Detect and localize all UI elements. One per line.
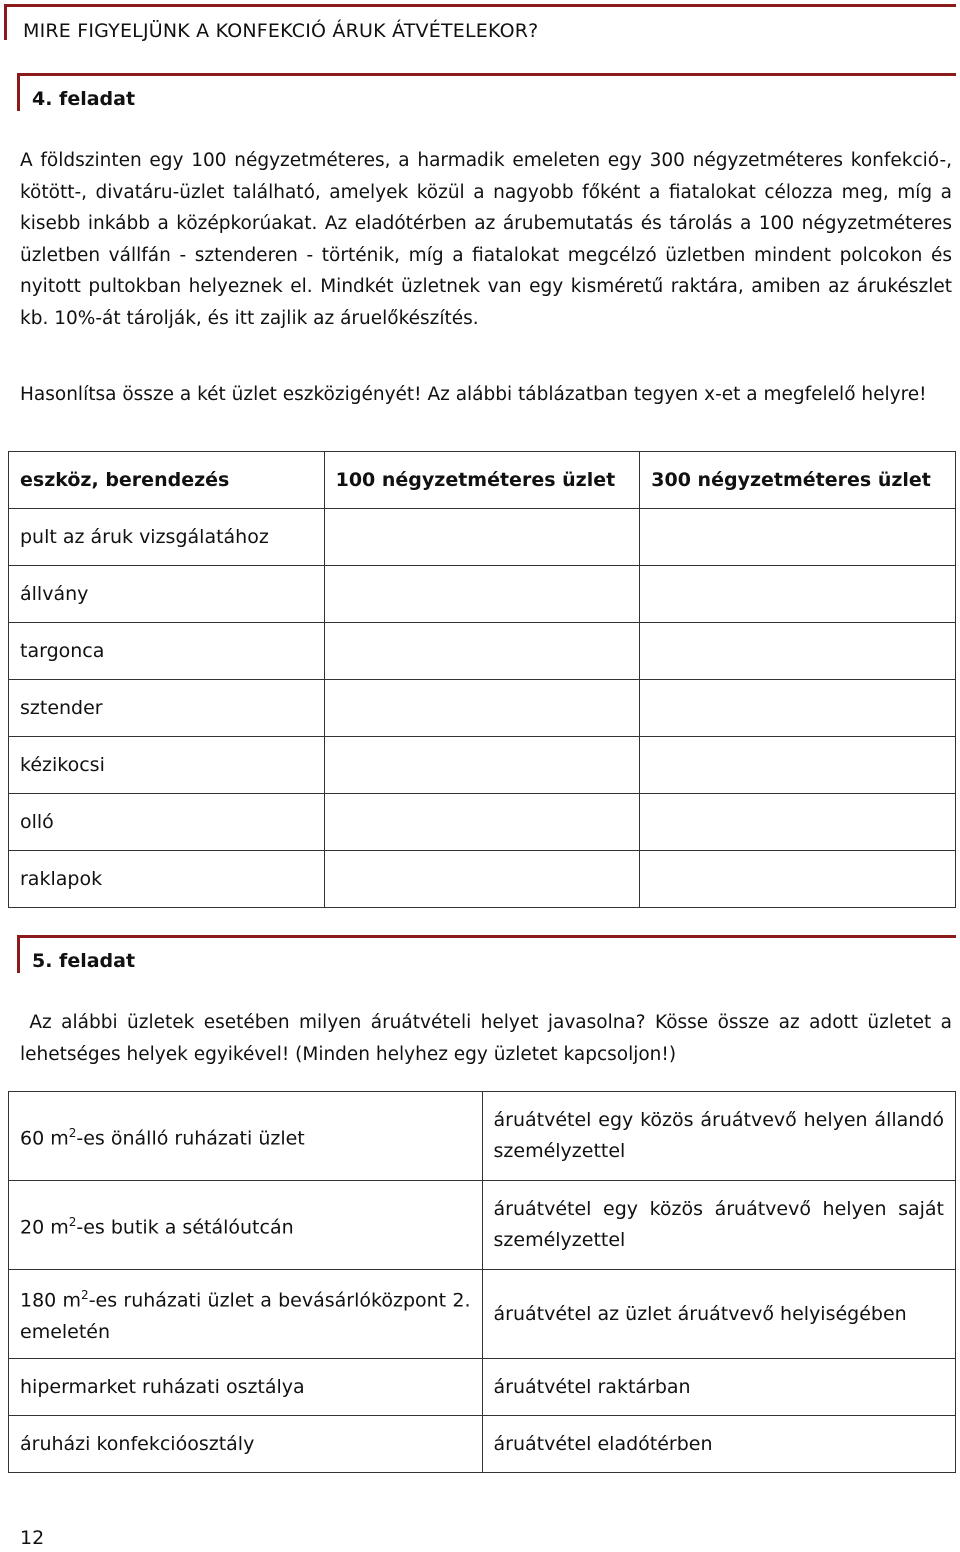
task4-instruction: Hasonlítsa össze a két üzlet eszközigényét! Az alábbi táblázatban tegyen x-et a megfelelő helyre! <box>20 384 927 405</box>
page-number: 12 <box>20 1527 45 1549</box>
shop-cell[interactable]: hipermarket ruházati osztálya <box>9 1359 483 1416</box>
table-row <box>9 1181 956 1270</box>
table-row <box>9 566 956 623</box>
task5-heading <box>17 935 956 973</box>
table-row <box>9 1270 956 1359</box>
place-cell[interactable]: áruátvétel raktárban <box>482 1359 955 1416</box>
checkbox-cell-100[interactable] <box>324 623 640 680</box>
equipment-name: kézikocsi <box>9 737 325 794</box>
table-header-row <box>9 452 956 509</box>
place-cell[interactable]: áruátvétel az üzlet áruátvevő helyiségében <box>482 1270 955 1359</box>
table-row <box>9 509 956 566</box>
checkbox-cell-100[interactable] <box>324 737 640 794</box>
checkbox-cell-300[interactable] <box>640 851 956 908</box>
checkbox-cell-100[interactable] <box>324 680 640 737</box>
table-row <box>9 794 956 851</box>
matching-table <box>8 1091 956 1473</box>
place-cell[interactable]: áruátvétel egy közös áruátvevő helyen állandó személyzettel <box>482 1092 955 1181</box>
column-header: 100 négyzetméteres üzlet <box>324 452 640 509</box>
column-header: eszköz, berendezés <box>9 452 325 509</box>
checkbox-cell-300[interactable] <box>640 509 956 566</box>
equipment-name: olló <box>9 794 325 851</box>
equipment-name: sztender <box>9 680 325 737</box>
task5-label: 5. feladat <box>32 950 136 972</box>
checkbox-cell-100[interactable] <box>324 794 640 851</box>
checkbox-cell-100[interactable] <box>324 566 640 623</box>
task4-label: 4. feladat <box>32 88 136 110</box>
page-header <box>4 4 956 40</box>
column-header: 300 négyzetméteres üzlet <box>640 452 956 509</box>
checkbox-cell-100[interactable] <box>324 509 640 566</box>
table-row <box>9 851 956 908</box>
checkbox-cell-300[interactable] <box>640 794 956 851</box>
equipment-name: pult az áruk vizsgálatához <box>9 509 325 566</box>
equipment-name: állvány <box>9 566 325 623</box>
place-cell[interactable]: áruátvétel egy közös áruátvevő helyen saját személyzettel <box>482 1181 955 1270</box>
checkbox-cell-100[interactable] <box>324 851 640 908</box>
table-row <box>9 737 956 794</box>
equipment-table <box>8 451 956 908</box>
checkbox-cell-300[interactable] <box>640 566 956 623</box>
shop-cell[interactable]: 60 $m^2-es$ önálló ruházati üzlet <box>9 1092 483 1181</box>
equipment-name: targonca <box>9 623 325 680</box>
equipment-name: raklapok <box>9 851 325 908</box>
table-row <box>9 623 956 680</box>
task5-paragraph: Az alábbi üzletek esetében milyen áruátvételi helyet javasolna? Kösse össze az adott üzletet a lehetséges helyek egyikével! (Minden helyhez egy üzletet kapcsoljon!) <box>20 1012 958 1065</box>
table-row <box>9 1092 956 1181</box>
task4-paragraph: A földszinten egy 100 négyzetméteres, a harmadik emeleten egy 300 négyzetméteres konfekció-, kötött-, divatáru-üzlet található, amelyek közül a nagyobb főként a fiatalokat célozza meg, míg a kisebb inkább a középkorúakat. Az eladótérben az árubemutatás és tárolás a 100 négyzetméteres üzletben vállfán - sztenderen - történik, míg a fiatalokat megcélzó üzletben mindent polcokon és nyitott pultokban helyeznek el. Mindkét üzletnek van egy kisméretű raktára, amiben az árukészlet kb. 10%-át tárolják, és itt zajlik az áruelőkészítés. <box>20 150 952 329</box>
table-row <box>9 1359 956 1416</box>
shop-cell[interactable]: áruházi konfekcióosztály <box>9 1416 483 1473</box>
shop-cell[interactable]: 180 $m^2-es$ ruházati üzlet a bevásárlóközpont 2. emeletén <box>9 1270 483 1359</box>
task4-heading <box>17 73 956 111</box>
table-row <box>9 680 956 737</box>
place-cell[interactable]: áruátvétel eladótérben <box>482 1416 955 1473</box>
checkbox-cell-300[interactable] <box>640 737 956 794</box>
table-row <box>9 1416 956 1473</box>
checkbox-cell-300[interactable] <box>640 623 956 680</box>
shop-cell[interactable]: 20 $m^2-es$ butik a sétálóutcán <box>9 1181 483 1270</box>
header-title: MIRE FIGYELJÜNK A KONFEKCIÓ ÁRUK ÁTVÉTELEKOR? <box>23 20 539 42</box>
checkbox-cell-300[interactable] <box>640 680 956 737</box>
